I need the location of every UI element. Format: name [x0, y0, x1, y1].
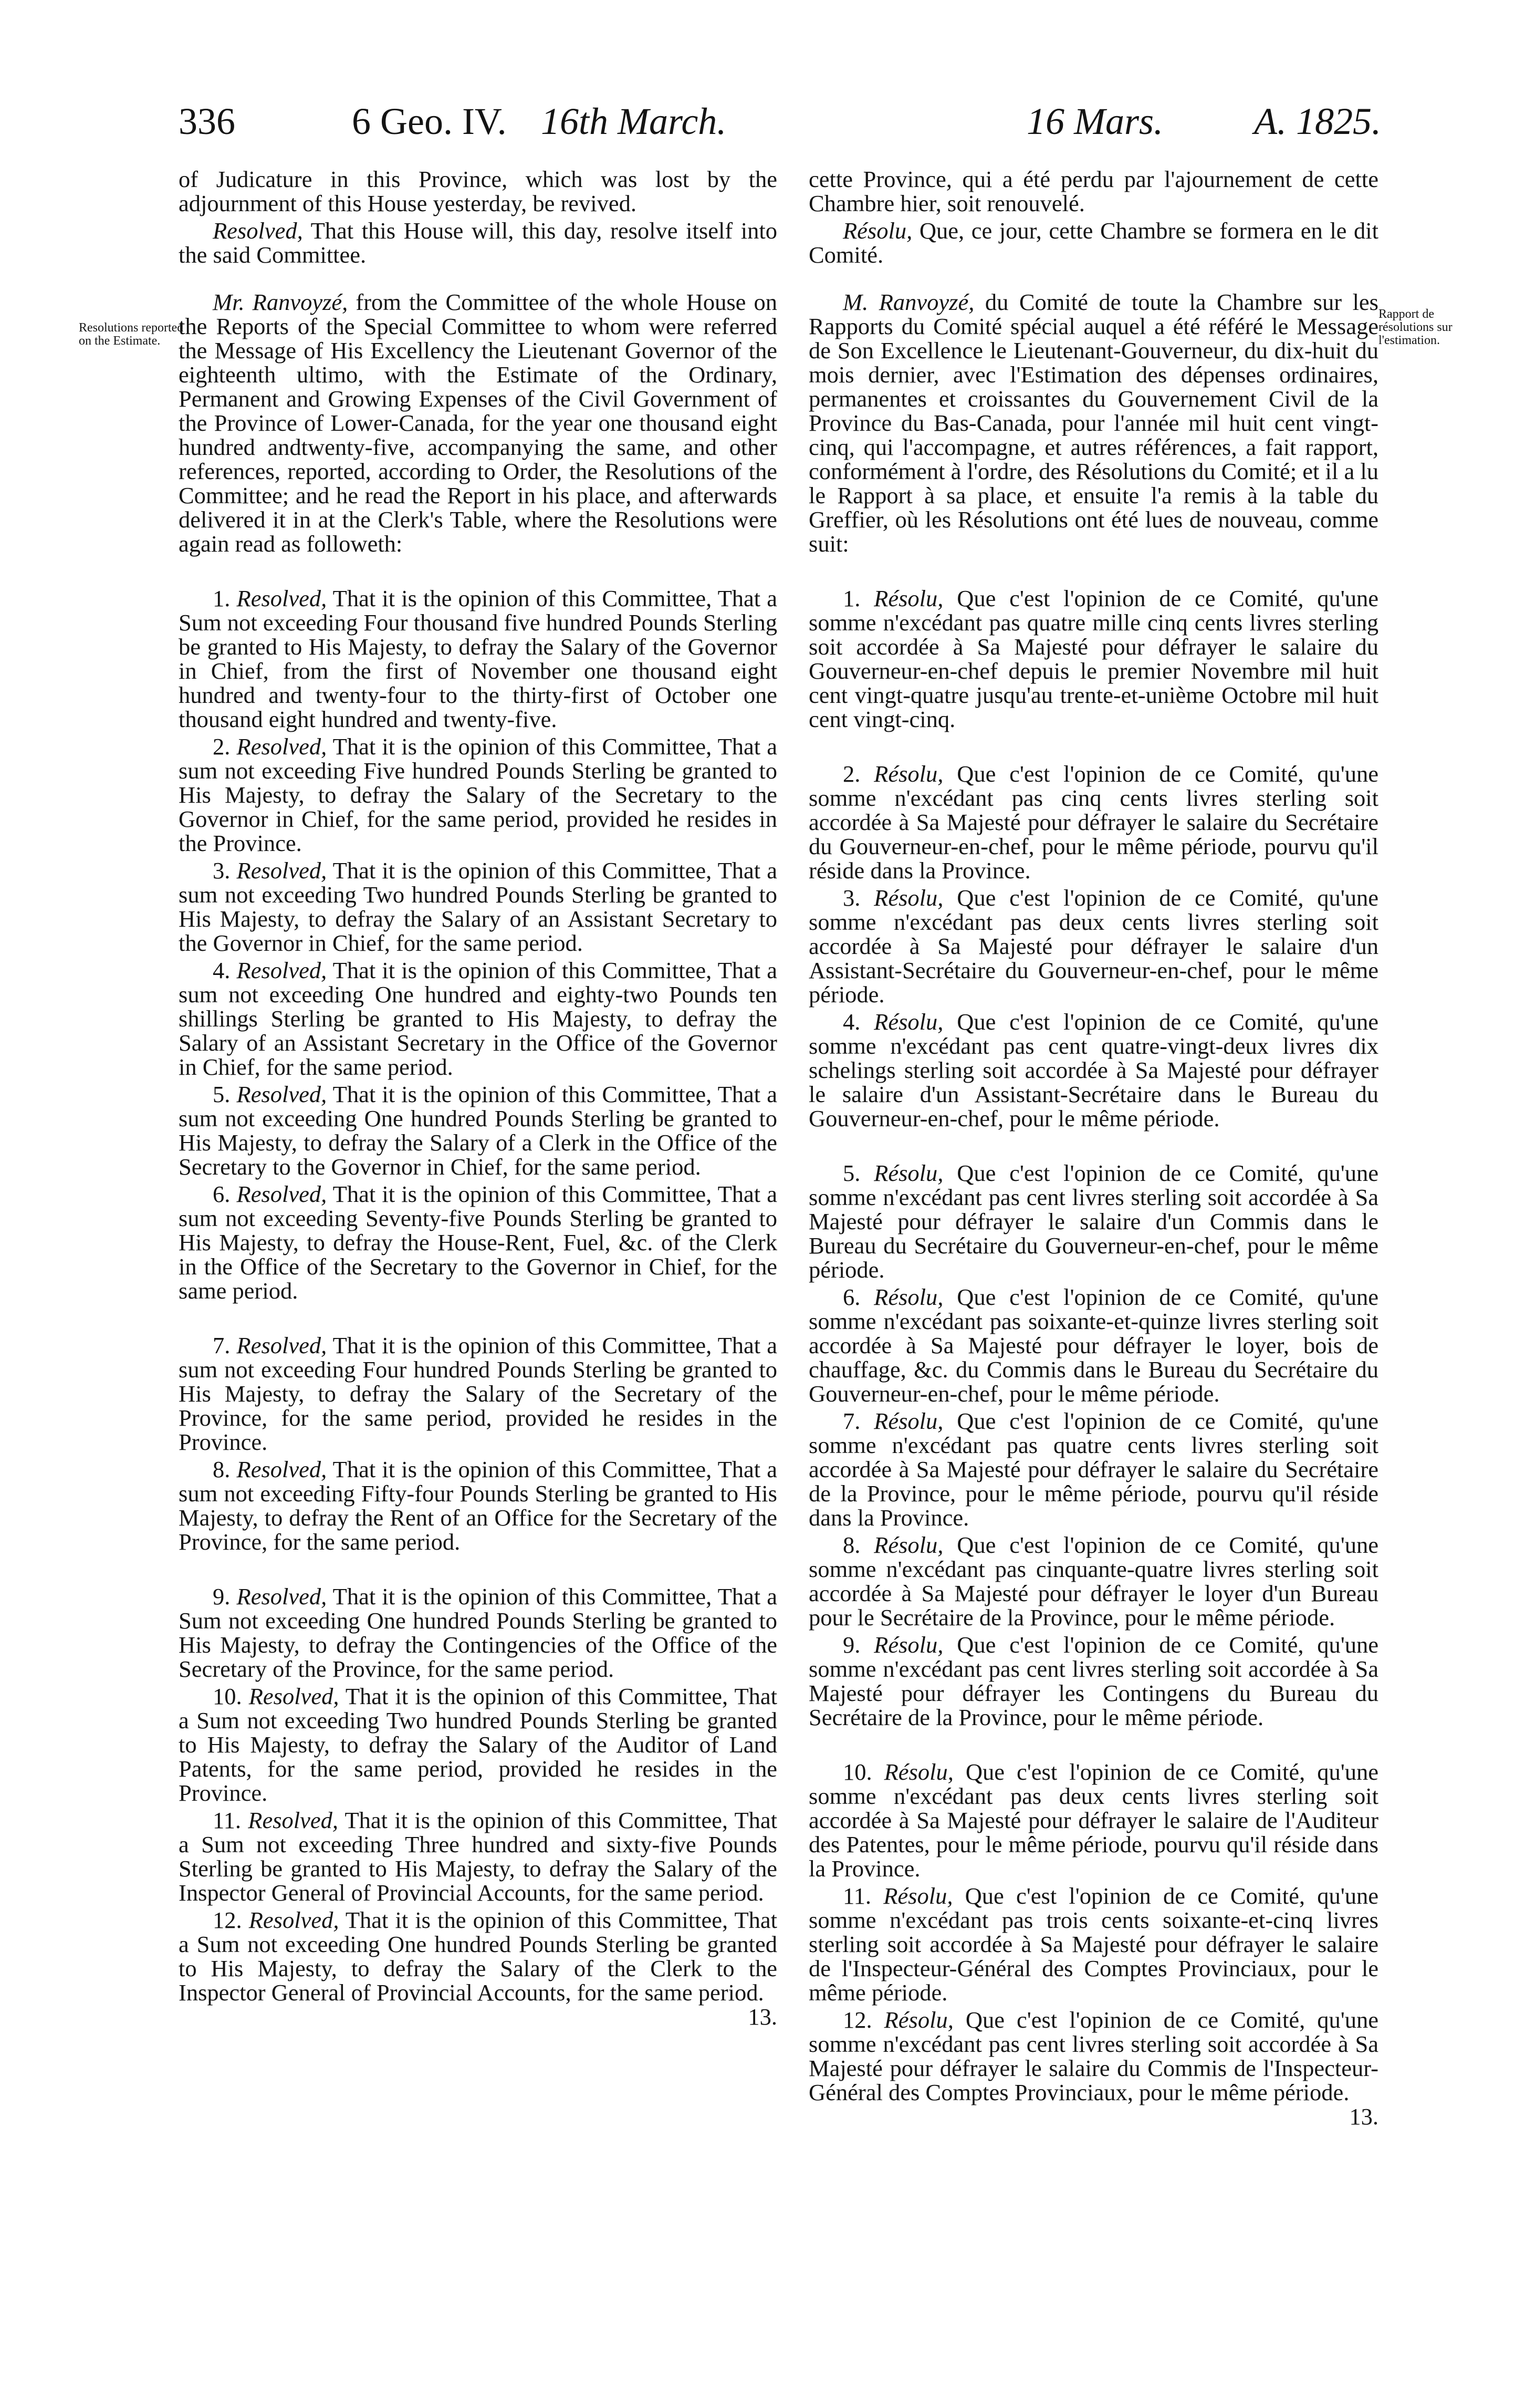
- opening-paragraph: of Judicature in this Province, which was lost by the adjournment of this House yesterday, be revived.: [179, 166, 777, 216]
- resolution-12: [809, 2007, 1378, 2130]
- resolution-text: Que c'est l'opinion de ce Comité, qu'une somme n'excédant pas quatre mille cinq cents livres sterling soit accordée à Sa Majesté pour défrayer le salaire du Gouverneur-en-chef depuis le premier Novembre mil huit cent vingt-quatre jusqu'au trente-et-unième Octobre mil huit cent vingt-cinq.: [809, 585, 1378, 732]
- resolution-word: Resolved,: [236, 1332, 327, 1358]
- resolution-number: 6.: [843, 1284, 861, 1310]
- resolution-text: That it is the opinion of this Committee, That a sum not exceeding One hundred and eighty-two Pounds ten shillings Sterling be granted to His Majesty, to defray the Salary of an Assistant Secretary in the Office of the Governor in Chief, for the same period.: [179, 957, 778, 1080]
- resolution-word: Résolu,: [874, 761, 944, 787]
- report-text: from the Committee of the whole House on the Reports of the Special Committee to whom were referred the Message of His Excellency the Lieutenant Governor of the eighteenth ultimo, with the Estimate of the Ordinary, Permanent and Growing Expenses of the Civil Government of the Province of Lower-Canada, for the year one thousand eight hundred andtwenty-five, accompanying the same, and other references, reported, according to Order, the Resolutions of the Committee; and he read the Report in his place, and afterwards delivered it in at the Clerk's Table, where the Resolutions were again read as followeth:: [179, 289, 777, 557]
- resolution-text: Que c'est l'opinion de ce Comité, qu'une somme n'excédant pas cent livres sterling soit accordée à Sa Majesté pour défrayer les Contingens du Bureau du Secrétaire de la Province, pour le même période.: [809, 1632, 1378, 1730]
- report-paragraph: [809, 290, 1378, 556]
- resolution-5: [179, 1082, 777, 1179]
- catchword: 13.: [748, 2004, 777, 2030]
- resolution-text: Que c'est l'opinion de ce Comité, qu'une somme n'excédant pas soixante-et-quinze livres sterling soit accordée à Sa Majesté pour défrayer le loyer, bois de chauffage, &c. du Commis dans le Bureau du Secrétaire du Gouverneur-en-chef, pour le même période.: [809, 1284, 1378, 1407]
- report-text: du Comité de toute la Chambre sur les Rapports du Comité spécial auquel a été référé le Message de Son Excellence le Lieutenant-Gouverneur, du dix-huit du mois dernier, avec l'Estimation des dépenses ordinaires, permanentes et croissantes du Gouvernement Civil de la Province du Bas-Canada, pour l'année mil huit cent vingt-cinq, qui l'accompagne, et autres références, a fait rapport, conformément à l'ordre, des Résolutions du Comité; et il a lu le Rapport à sa place, et ensuite l'a remis à la table du Greffier, où les Résolutions ont été lues de nouveau, comme suit:: [809, 289, 1378, 557]
- resolution-word: Resolved,: [236, 857, 327, 884]
- resolution-3: [809, 886, 1378, 1006]
- resolution-word: Resolved,: [236, 733, 327, 760]
- resolution-text: Que c'est l'opinion de ce Comité, qu'une somme n'excédant pas trois cents soixante-et-cinq livres sterling soit accordée à Sa Majesté pour défrayer le salaire de l'Inspecteur-Général des Comptes Provinciaux, pour le même période.: [809, 1883, 1379, 2006]
- resolution-7: [809, 1409, 1378, 1530]
- resolution-12: [179, 1907, 778, 2030]
- resolution-text: That it is the opinion of this Committee, That a sum not exceeding Four hundred Pounds Sterling be granted to His Majesty, to defray the Salary of the Secretary of the Province, for the same period, provided he resides in the Province.: [179, 1332, 778, 1455]
- resolution-word: Résolu,: [874, 1160, 944, 1186]
- resolution-number: 4.: [213, 957, 231, 983]
- resolution-text: Que c'est l'opinion de ce Comité, qu'une somme n'excédant pas quatre cents livres sterling soit accordée à Sa Majesté pour défrayer le salaire du Secrétaire de la Province, pour le même période, pourvu qu'il réside dans la Province.: [809, 1408, 1378, 1531]
- resolution-2: [179, 734, 777, 855]
- french-column: [809, 167, 1378, 2129]
- resolution-text: That it is the opinion of this Committee, That a Sum not exceeding One hundred Pounds Sterling be granted to His Majesty, to defray the Salary of the Clerk to the Inspector General of Provincial Accounts, for the same period.: [179, 1907, 778, 2006]
- resolution-number: 1.: [213, 585, 231, 611]
- date-french: 16 Mars.: [1027, 100, 1164, 142]
- resolution-text: That it is the opinion of this Committee, That a Sum not exceeding Three hundred and sixty-five Pounds Sterling be granted to His Majesty, to defray the Salary of the Inspector General of Provincial Accounts, for the same period.: [179, 1807, 778, 1906]
- resolution-7: [179, 1333, 777, 1454]
- resolution-word: Resolved,: [236, 1081, 327, 1107]
- resolution-word: Resolved,: [236, 957, 327, 983]
- resolution-word: Resolved,: [236, 1456, 327, 1482]
- running-header: [179, 100, 1381, 163]
- resolution-text: That it is the opinion of this Committee, That a sum not exceeding Seventy-five Pounds Sterling be granted to His Majesty, to defray the House-Rent, Fuel, &c. of the Clerk in the Office of the Secretary to the Governor in Chief, for the same period.: [179, 1181, 778, 1304]
- resolution-number: 3.: [843, 885, 861, 911]
- resolution-1: [809, 586, 1378, 731]
- resolution-word: Résolu,: [883, 1883, 953, 1909]
- resolution-number: 11.: [213, 1807, 241, 1833]
- margin-note-english: Resolutions reported on the Estimate.: [79, 321, 184, 348]
- resolution-word: Résolu,: [884, 2007, 954, 2033]
- resolution-number: 10.: [843, 1759, 872, 1785]
- margin-note-french: Rapport de résolutions sur l'estimation.: [1378, 307, 1453, 347]
- resolution-number: 9.: [213, 1583, 231, 1610]
- resolution-number: 7.: [213, 1332, 231, 1358]
- resolution-1: [179, 586, 777, 731]
- resolved-text: Que, ce jour, cette Chambre se formera en le dit Comité.: [809, 217, 1379, 268]
- resolution-number: 5.: [213, 1081, 231, 1107]
- english-column: [179, 167, 777, 2029]
- resolution-text: Que c'est l'opinion de ce Comité, qu'une somme n'excédant pas cent livres sterling soit accordée à Sa Majesté pour défrayer le salaire du Commis de l'Inspecteur-Général des Comptes Provinciaux, pour le même période.: [809, 2007, 1378, 2105]
- resolution-number: 6.: [213, 1181, 231, 1207]
- resolution-text: Que c'est l'opinion de ce Comité, qu'une somme n'excédant pas cinq cents livres sterling soit accordée à Sa Majesté pour défrayer le salaire du Secrétaire du Gouverneur-en-chef, pour le même période, pourvu qu'il réside dans la Province.: [809, 761, 1378, 884]
- resolution-text: Que c'est l'opinion de ce Comité, qu'une somme n'excédant pas cent quatre-vingt-deux livres dix schelings sterling soit accordée à Sa Majesté pour défrayer le salaire d'un Assistant-Secrétaire dans le Bureau du Gouverneur-en-chef, pour le même période.: [809, 1009, 1378, 1132]
- resolution-number: 8.: [213, 1456, 231, 1482]
- resolution-number: 2.: [843, 761, 861, 787]
- resolution-word: Résolu,: [874, 585, 944, 611]
- catchword: 13.: [1349, 2103, 1378, 2130]
- resolution-text: That it is the opinion of this Committee, That a Sum not exceeding Two hundred Pounds Sterling be granted to His Majesty, to defray the Salary of the Auditor of Land Patents, for the same period, provided he resides in the Province.: [179, 1683, 778, 1806]
- resolution-word: Resolved,: [236, 1181, 327, 1207]
- resolution-text: Que c'est l'opinion de ce Comité, qu'une somme n'excédant pas cinquante-quatre livres sterling soit accordée à Sa Majesté pour défrayer le loyer d'un Bureau pour le Secrétaire de la Province, pour le même période.: [809, 1532, 1378, 1631]
- resolution-2: [809, 762, 1378, 883]
- resolution-word: Resolved,: [248, 1807, 339, 1833]
- resolution-8: [179, 1457, 777, 1554]
- resolution-word: Resolved,: [236, 585, 327, 611]
- year-label: A. 1825.: [1254, 100, 1381, 142]
- resolution-number: 12.: [843, 2007, 872, 2033]
- resolved-word: Résolu,: [843, 217, 913, 244]
- reporter-name: M. Ranvoyzé,: [843, 289, 975, 315]
- resolution-text: That it is the opinion of this Committee, That a sum not exceeding Five hundred Pounds Sterling be granted to His Majesty, to defray the Salary of the Secretary to the Governor in Chief, for the same period, provided he resides in the Province.: [179, 733, 778, 856]
- resolution-text: Que c'est l'opinion de ce Comité, qu'une somme n'excédant pas deux cents livres sterling soit accordée à Sa Majesté pour défrayer le salaire de l'Auditeur des Patentes, pour le même période, pourvu qu'il réside dans la Province.: [809, 1759, 1378, 1882]
- resolution-10: [809, 1760, 1378, 1881]
- resolution-text: That it is the opinion of this Committee, That a sum not exceeding Fifty-four Pounds Sterling be granted to His Majesty, to defray the Rent of an Office for the Secretary of the Province, for the same period.: [179, 1456, 778, 1555]
- resolution-text: That it is the opinion of this Committee, That a sum not exceeding One hundred Pounds Sterling be granted to His Majesty, to defray the Salary of a Clerk in the Office of the Secretary to the Governor in Chief, for the same period.: [179, 1081, 778, 1180]
- resolution-word: Résolu,: [874, 1284, 944, 1310]
- resolution-number: 1.: [843, 585, 861, 611]
- resolution-number: 9.: [843, 1632, 861, 1658]
- resolution-number: 11.: [843, 1883, 871, 1909]
- resolution-9: [809, 1633, 1378, 1729]
- resolution-9: [179, 1584, 777, 1681]
- resolution-number: 8.: [843, 1532, 861, 1558]
- resolution-text: That it is the opinion of this Committee, That a Sum not exceeding Four thousand five hundred Pounds Sterling be granted to His Majesty, to defray the Salary of the Governor in Chief, from the first of November one thousand eight hundred and twenty-four to the thirty-first of October one thousand eight hundred and twenty-five.: [179, 585, 778, 732]
- resolution-number: 10.: [213, 1683, 242, 1709]
- resolution-11: [809, 1884, 1378, 2005]
- session-label: 6 Geo. IV.: [352, 100, 507, 142]
- resolution-word: Resolved,: [236, 1583, 327, 1610]
- resolved-paragraph: [179, 219, 777, 267]
- resolution-number: 12.: [213, 1907, 242, 1933]
- date-english: 16th March.: [541, 100, 727, 142]
- resolution-number: 3.: [213, 857, 231, 884]
- resolution-word: Résolu,: [874, 1408, 944, 1434]
- resolution-number: 5.: [843, 1160, 861, 1186]
- resolution-word: Résolu,: [874, 1009, 944, 1035]
- page-number: 336: [179, 100, 235, 142]
- resolution-number: 4.: [843, 1009, 861, 1035]
- resolved-paragraph: [809, 219, 1378, 267]
- reporter-name: Mr. Ranvoyzé,: [213, 289, 348, 315]
- resolution-text: That it is the opinion of this Committee, That a Sum not exceeding One hundred Pounds Sterling be granted to His Majesty, to defray the Contingencies of the Office of the Secretary of the Province, for the same period.: [179, 1583, 778, 1682]
- resolution-number: 2.: [213, 733, 231, 760]
- resolution-3: [179, 858, 777, 955]
- resolution-word: Résolu,: [874, 1532, 944, 1558]
- resolution-word: Résolu,: [884, 1759, 954, 1785]
- resolution-4: [809, 1010, 1378, 1130]
- resolution-number: 7.: [843, 1408, 861, 1434]
- opening-paragraph: cette Province, qui a été perdu par l'ajournement de cette Chambre hier, soit renouvelé.: [809, 166, 1378, 216]
- resolution-text: That it is the opinion of this Committee, That a sum not exceeding Two hundred Pounds Sterling be granted to His Majesty, to defray the Salary of an Assistant Secretary to the Governor in Chief, for the same period.: [179, 857, 778, 956]
- resolution-6: [179, 1182, 777, 1303]
- resolution-4: [179, 958, 777, 1079]
- resolution-text: Que c'est l'opinion de ce Comité, qu'une somme n'excédant pas deux cents livres sterling soit accordée à Sa Majesté pour défrayer le salaire d'un Assistant-Secrétaire du Gouverneur-en-chef, pour le même période.: [809, 885, 1378, 1008]
- resolved-text: That this House will, this day, resolve itself into the said Committee.: [179, 217, 777, 268]
- resolution-text: Que c'est l'opinion de ce Comité, qu'une somme n'excédant pas cent livres sterling soit accordée à Sa Majesté pour défrayer le salaire d'un Commis dans le Bureau du Secrétaire du Gouverneur-en-chef, pour le même période.: [809, 1160, 1378, 1283]
- resolution-word: Résolu,: [874, 1632, 944, 1658]
- report-paragraph: [179, 290, 777, 556]
- resolution-word: Resolved,: [248, 1907, 339, 1933]
- resolution-6: [809, 1285, 1378, 1406]
- resolution-10: [179, 1684, 777, 1805]
- resolution-5: [809, 1161, 1378, 1282]
- resolution-11: [179, 1808, 777, 1905]
- resolution-word: Resolved,: [248, 1683, 339, 1709]
- resolution-8: [809, 1533, 1378, 1629]
- resolution-word: Résolu,: [874, 885, 944, 911]
- resolved-word: Resolved,: [213, 217, 303, 244]
